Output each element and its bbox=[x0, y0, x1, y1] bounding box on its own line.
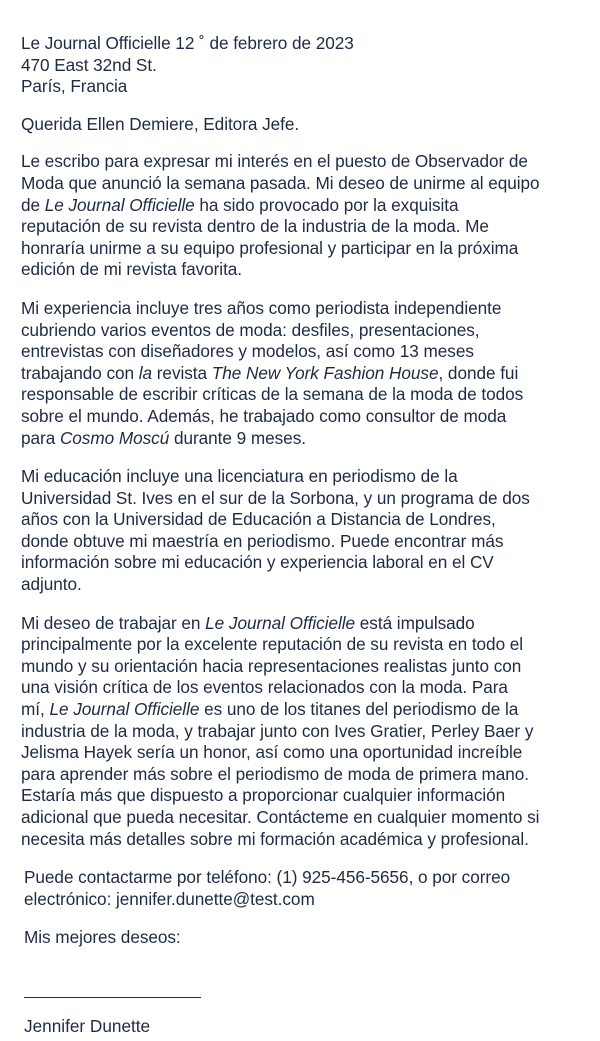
paragraph-experience bbox=[21, 298, 593, 449]
text-line: para aprender más sobre el periodismo de moda de primera mano. bbox=[21, 763, 530, 784]
text-line: Mi educación incluye una licenciatura en periodismo de la bbox=[21, 466, 458, 487]
text-line: industria de la moda, y trabajar junto con Ives Gratier, Perley Baer y bbox=[21, 720, 534, 741]
contact-info bbox=[24, 867, 593, 910]
text-line: años con la Universidad de Educación a Distancia de Londres, bbox=[21, 509, 496, 530]
text-line: necesita más detalles sobre mi formación académica y profesional. bbox=[21, 828, 529, 849]
text-line: Mi experiencia incluye tres años como periodista independiente bbox=[21, 297, 502, 318]
publication-name: Cosmo Moscú bbox=[59, 427, 170, 448]
text-line bbox=[21, 613, 593, 635]
text-line: Moda que anunció la semana pasada. Mi deseo de unirme al equipo bbox=[21, 172, 540, 193]
text-run: trabajando con bbox=[21, 362, 139, 383]
contact-line: Puede contactarme por teléfono: (1) 925-456-5656, o por correo bbox=[24, 867, 511, 888]
text-line: Jelisma Hayek sería un honor, así como una oportunidad increíble bbox=[21, 742, 523, 763]
text-line: reputación de su revista dentro de la industria de la moda. Me bbox=[21, 216, 489, 237]
text-run-italic: la bbox=[138, 362, 153, 383]
publication-name: Le Journal Officielle bbox=[205, 612, 356, 633]
text-line: principalmente por la excelente reputación de su revista en todo el bbox=[21, 634, 524, 655]
text-line: honraría unirme a su equipo profesional y participar en la próxima bbox=[21, 237, 519, 258]
contact-line: electrónico: jennifer.dunette@test.com bbox=[24, 888, 315, 909]
header-line: Le Journal Officielle 12 ˚ de febrero de 2023 bbox=[21, 33, 354, 53]
text-line: cubriendo varios eventos de moda: desfiles, presentaciones, bbox=[21, 319, 480, 340]
text-run: es uno de los titanes del periodismo de la bbox=[199, 699, 519, 720]
text-line: donde obtuve mi maestría en periodismo. Puede encontrar más bbox=[21, 530, 504, 551]
text-line bbox=[21, 195, 593, 217]
text-run: ha sido provocado por la exquisita bbox=[194, 194, 459, 215]
signature-name: Jennifer Dunette bbox=[24, 1016, 151, 1036]
text-run: Mi deseo de trabajar en bbox=[21, 612, 206, 633]
text-line bbox=[21, 699, 593, 721]
header-line: París, Francia bbox=[21, 76, 128, 97]
closing-text: Mis mejores deseos: bbox=[24, 927, 181, 948]
text-line: edición de mi revista favorita. bbox=[21, 259, 243, 280]
text-line: responsable de escribir críticas de la semana de la moda de todos bbox=[21, 384, 524, 405]
text-line: Estaría más que dispuesto a proporcionar cualquier información bbox=[21, 785, 506, 806]
paragraph-motivation bbox=[21, 613, 593, 851]
text-line: una visión crítica de los eventos relacionados con la moda. Para bbox=[21, 677, 508, 698]
text-run: para bbox=[21, 427, 60, 448]
text-line: información sobre mi educación y experiencia laboral en el CV bbox=[21, 552, 494, 573]
paragraph-interest bbox=[21, 151, 593, 281]
greeting-text: Querida Ellen Demiere, Editora Jefe. bbox=[21, 113, 300, 134]
publication-name: Le Journal Officielle bbox=[49, 699, 200, 720]
text-line bbox=[21, 363, 593, 385]
closing bbox=[24, 927, 593, 949]
text-run: está impulsado bbox=[355, 612, 475, 633]
signature-line bbox=[24, 997, 201, 998]
text-run: durante 9 meses. bbox=[169, 427, 306, 448]
publication-name: The New York Fashion House bbox=[211, 362, 439, 383]
text-line: mundo y su orientación hacia representaciones realistas junto con bbox=[21, 655, 522, 676]
header-line: 470 East 32nd St. bbox=[21, 54, 157, 75]
paragraph-education bbox=[21, 466, 593, 596]
text-run: , donde fui bbox=[438, 362, 519, 383]
text-line: adicional que pueda necesitar. Contácteme en cualquier momento si bbox=[21, 807, 540, 827]
publication-name: Le Journal Officielle bbox=[44, 194, 195, 215]
letter-body bbox=[21, 33, 593, 949]
text-line: sobre el mundo. Además, he trabajado como consultor de moda bbox=[21, 405, 507, 426]
text-line: Le escribo para expresar mi interés en el puesto de Observador de bbox=[21, 151, 528, 172]
greeting bbox=[21, 114, 593, 136]
text-line: Universidad St. Ives en el sur de la Sorbona, y un programa de dos bbox=[21, 487, 530, 508]
letter-header bbox=[21, 33, 593, 98]
text-run: revista bbox=[152, 362, 212, 383]
text-run: mí, bbox=[21, 699, 50, 720]
text-run: de bbox=[21, 194, 45, 215]
text-line: adjunto. bbox=[21, 574, 82, 595]
text-line: entrevistas con diseñadores y modelos, así como 13 meses bbox=[21, 341, 474, 362]
text-line bbox=[21, 428, 593, 450]
